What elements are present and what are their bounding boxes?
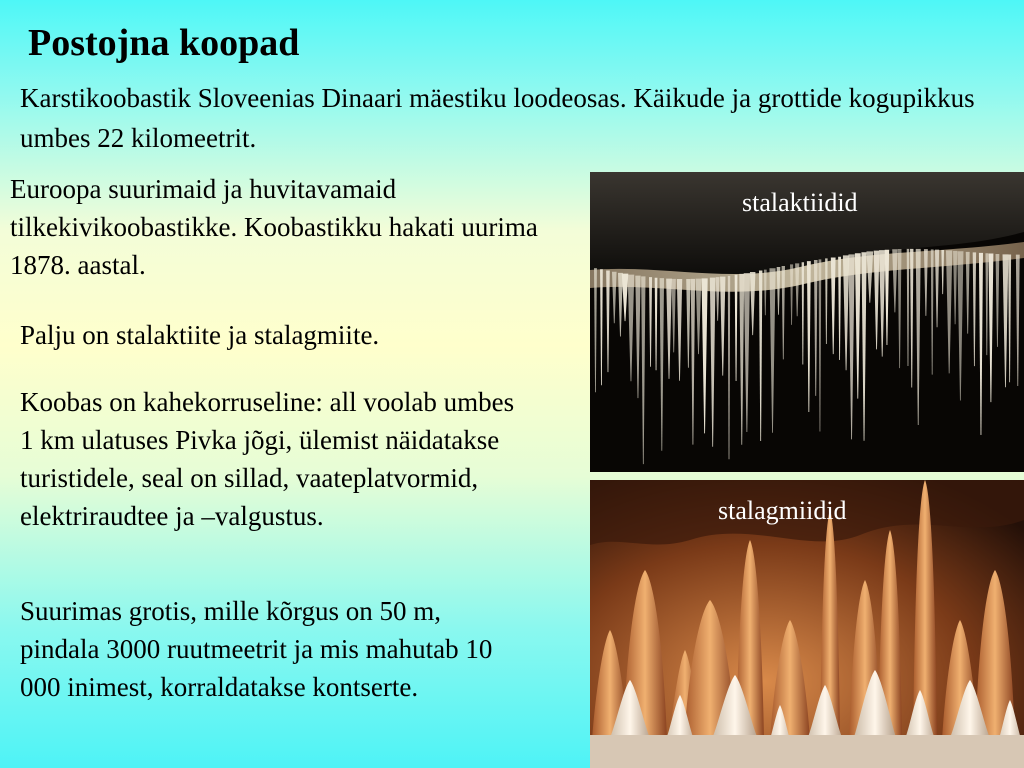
paragraph-two-levels: Koobas on kahekorruseline: all voolab umbes 1 km ulatuses Pivka jõgi, ülemist näidatakse turistidele, seal on sillad, vaateplatvormid, elektriraudtee ja –valgustus. (20, 387, 515, 531)
stalactites-caption: stalaktiidid (742, 188, 858, 217)
stalactites-photo (590, 172, 1024, 472)
paragraph-cave-overview: Euroopa suurimaid ja huvitavamaid tilkekivikoobastikke. Koobastikku hakati uurima 1878. aastal. (10, 174, 538, 280)
paragraph-stalactites: Palju on stalaktiite ja stalagmiite. (20, 320, 380, 350)
stalagmites-photo (590, 480, 1024, 768)
paragraph-concert-hall: Suurimas grotis, mille kõrgus on 50 m, pindala 3000 ruutmeetrit ja mis mahutab 10 000 inimest, korraldatakse kontserte. (20, 596, 493, 702)
slide-title: Postojna koopad (28, 22, 300, 64)
slide-subtitle: Karstikoobastik Sloveenias Dinaari mäestiku loodeosas. Käikude ja grottide kogupikkus umbes 22 kilomeetrit. (20, 83, 975, 153)
stalagmites-caption: stalagmiidid (718, 496, 847, 525)
